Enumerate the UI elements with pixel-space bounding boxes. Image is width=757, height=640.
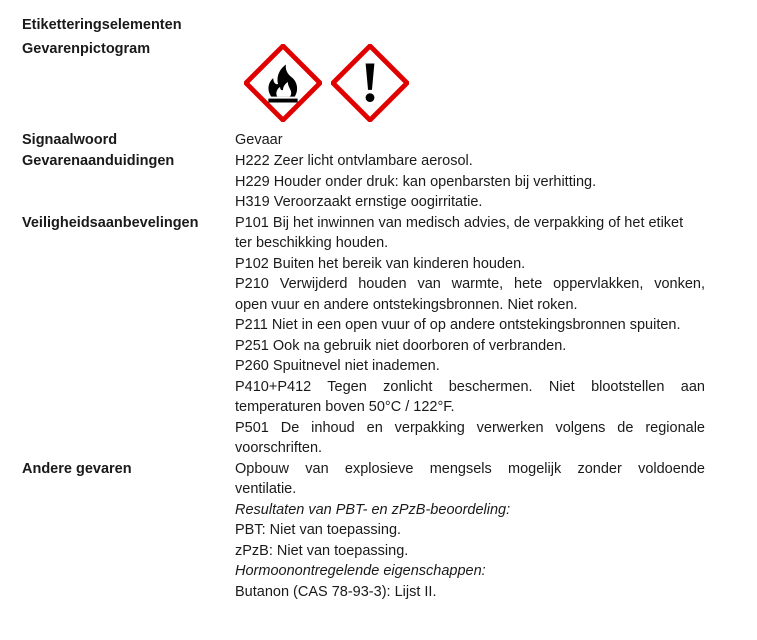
precautionary-statement-line: P101 Bij het inwinnen van medisch advies, de verpakking of het etiket bbox=[235, 215, 684, 231]
precautionary-statement-line: open vuur en andere ontstekingsbronnen. Niet roken. bbox=[235, 297, 578, 313]
endocrine-properties-heading: Hormoonontregelende eigenschappen: bbox=[235, 563, 486, 579]
hazard-statement-line: H222 Zeer licht ontvlambare aerosol. bbox=[235, 153, 473, 169]
pictogram-heading: Gevarenpictogram bbox=[22, 41, 151, 57]
precautionary-statement-line: P260 Spuitnevel niet inademen. bbox=[235, 358, 440, 374]
other-hazards-line: zPzB: Niet van toepassing. bbox=[235, 543, 409, 559]
other-hazards-label: Andere gevaren bbox=[22, 461, 132, 477]
precautionary-statement-line: P210 Verwijderd houden van warmte, hete oppervlakken, vonken, bbox=[235, 276, 705, 292]
hazard-statement-line: H319 Veroorzaakt ernstige oogirritatie. bbox=[235, 194, 483, 210]
other-hazards-line: ventilatie. bbox=[235, 481, 297, 497]
ghs07-exclamation-icon bbox=[331, 44, 409, 122]
hazard-statement-line: H229 Houder onder druk: kan openbarsten bij verhitting. bbox=[235, 174, 597, 190]
precautionary-statement-line: temperaturen boven 50°C / 122°F. bbox=[235, 399, 455, 415]
precautionary-statement-line: P501 De inhoud en verpakking verwerken volgens de regionale bbox=[235, 420, 705, 436]
hazard-statements-label: Gevarenaanduidingen bbox=[22, 153, 175, 169]
precautionary-statement-line: P410+P412 Tegen zonlicht beschermen. Niet blootstellen aan bbox=[235, 379, 705, 395]
precautionary-statement-line: ter beschikking houden. bbox=[235, 235, 389, 251]
other-hazards-line: PBT: Niet van toepassing. bbox=[235, 522, 402, 538]
other-hazards-line: Opbouw van explosieve mengsels mogelijk zonder voldoende bbox=[235, 461, 705, 477]
precautionary-statement-line: P102 Buiten het bereik van kinderen houden. bbox=[235, 256, 526, 272]
precautionary-statement-line: voorschriften. bbox=[235, 440, 323, 456]
signal-word-label: Signaalwoord bbox=[22, 132, 118, 148]
precautionary-statements-label: Veiligheidsaanbevelingen bbox=[22, 215, 199, 231]
other-hazards-line: Butanon (CAS 78-93-3): Lijst II. bbox=[235, 584, 437, 600]
precautionary-statement-line: P251 Ook na gebruik niet doorboren of verbranden. bbox=[235, 338, 567, 354]
signal-word-value: Gevaar bbox=[235, 132, 283, 148]
precautionary-statement-line: P211 Niet in een open vuur of op andere ontstekingsbronnen spuiten. bbox=[235, 317, 681, 333]
pbt-assessment-heading: Resultaten van PBT- en zPzB-beoordeling: bbox=[235, 502, 511, 518]
ghs02-flame-icon bbox=[244, 44, 322, 122]
section-title: Etiketteringselementen bbox=[22, 17, 182, 33]
